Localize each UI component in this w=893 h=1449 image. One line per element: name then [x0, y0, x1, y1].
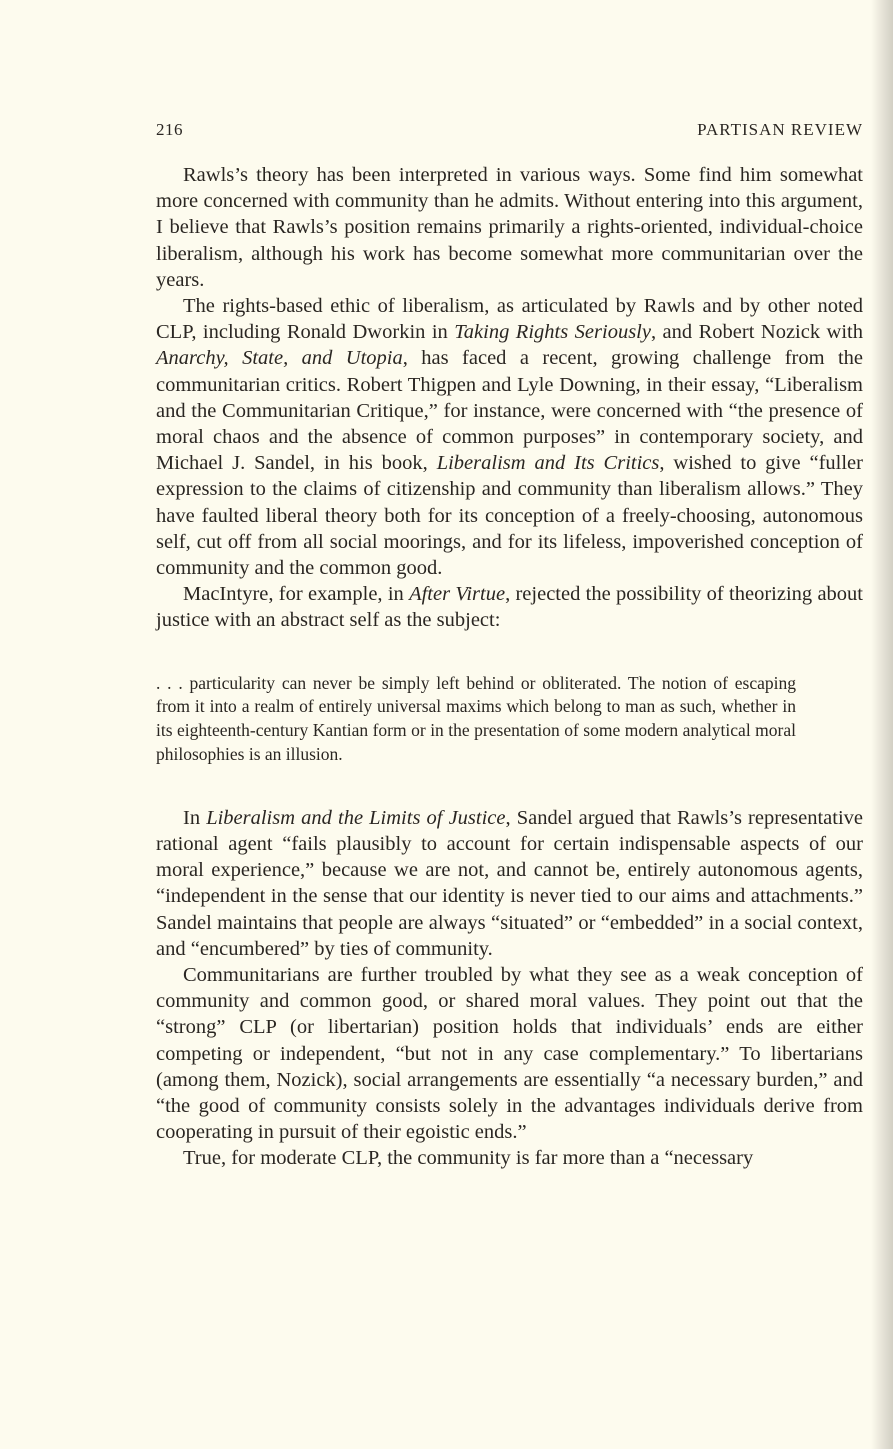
paragraph	[156, 1145, 863, 1171]
journal-title: PARTISAN REVIEW	[697, 120, 863, 139]
italic-title: Liberalism and Its Critics	[436, 452, 660, 475]
italic-title: Liberalism and the Limits of Justice	[206, 806, 506, 829]
paragraph	[156, 162, 863, 293]
page-edge-shadow	[871, 0, 893, 1449]
text-segment: The rights-based ethic of liberalism, as articulated by Rawls and by other noted CLP, including Ronald Dworkin in	[156, 295, 863, 344]
paragraphs-after-quote	[156, 805, 863, 1172]
text-segment: , Sandel argued that Rawls’s representative rational agent “fails plausibly to account for certain indispensable aspects of our moral experience,” because we are not, and cannot be, entirely autonomous agents, “independent in the sense that our identity is never tied to our aims and attachments.” Sandel maintains that people are always “situated” or “embedded” in a social context, and “encumbered” by ties of community.	[156, 806, 863, 960]
running-head	[156, 120, 863, 144]
text-segment: MacIntyre, for example, in	[183, 583, 410, 606]
italic-title: Anarchy, State, and Utopia	[156, 347, 403, 370]
text-segment: , and Robert Nozick with	[650, 321, 863, 344]
italic-title: Taking Rights Seriously	[454, 321, 651, 344]
paragraph	[156, 805, 863, 962]
block-quote	[156, 672, 796, 767]
paragraphs-before-quote	[156, 162, 863, 634]
text-segment: In	[183, 806, 207, 829]
text-segment: Communitarians are further troubled by what they see as a weak conception of community and common good, or shared moral values. They point out that the “strong” CLP (or libertarian) position holds that individuals’ ends are either competing or independent, “but not in any case complementary.” To libertarians (among them, Nozick), social arrangements are essentially “a necessary burden,” and “the good of community consists solely in the advantages individuals derive from cooperating in pursuit of their egoistic ends.”	[156, 964, 863, 1144]
text-segment: Rawls’s theory has been interpreted in various ways. Some find him somewhat more concerned with community than he admits. Without entering into this argument, I believe that Rawls’s position remains primarily a rights-oriented, individual-choice liberalism, although his work has become somewhat more communitarian over the years.	[156, 164, 863, 291]
paragraph	[156, 962, 863, 1145]
paragraph	[156, 581, 863, 633]
page-number: 216	[156, 120, 183, 139]
text-segment: , rejected the possibility of theorizing about justice with an abstract self as the subject:	[156, 583, 863, 632]
text-segment: , has faced a recent, growing challenge from the communitarian critics. Robert Thigpen and Lyle Downing, in their essay, “Liberalism and the Communitarian Critique,” for instance, were concerned with “the presence of moral chaos and the absence of common purposes” in contemporary society, and Michael J. Sandel, in his book,	[156, 347, 864, 475]
italic-title: After Virtue	[409, 583, 506, 606]
body-text	[156, 162, 863, 1172]
text-segment: , wished to give “fuller expression to the claims of citizenship and community than liberalism allows.” They have faulted liberal theory both for its conception of a freely-choosing, autonomous self, cut off from all social moorings, and for its lifeless, impoverished conception of community and the common good.	[156, 452, 863, 580]
block-quote-text: . . . particularity can never be simply left behind or obliterated. The notion of escaping from it into a realm of entirely universal maxims which belong to man as such, whether in its eighteenth-century Kantian form or in the presentation of some modern analytical moral philosophies is an illusion.	[156, 672, 796, 765]
text-segment: True, for moderate CLP, the community is far more than a “necessary	[183, 1147, 754, 1170]
paragraph	[156, 293, 863, 581]
